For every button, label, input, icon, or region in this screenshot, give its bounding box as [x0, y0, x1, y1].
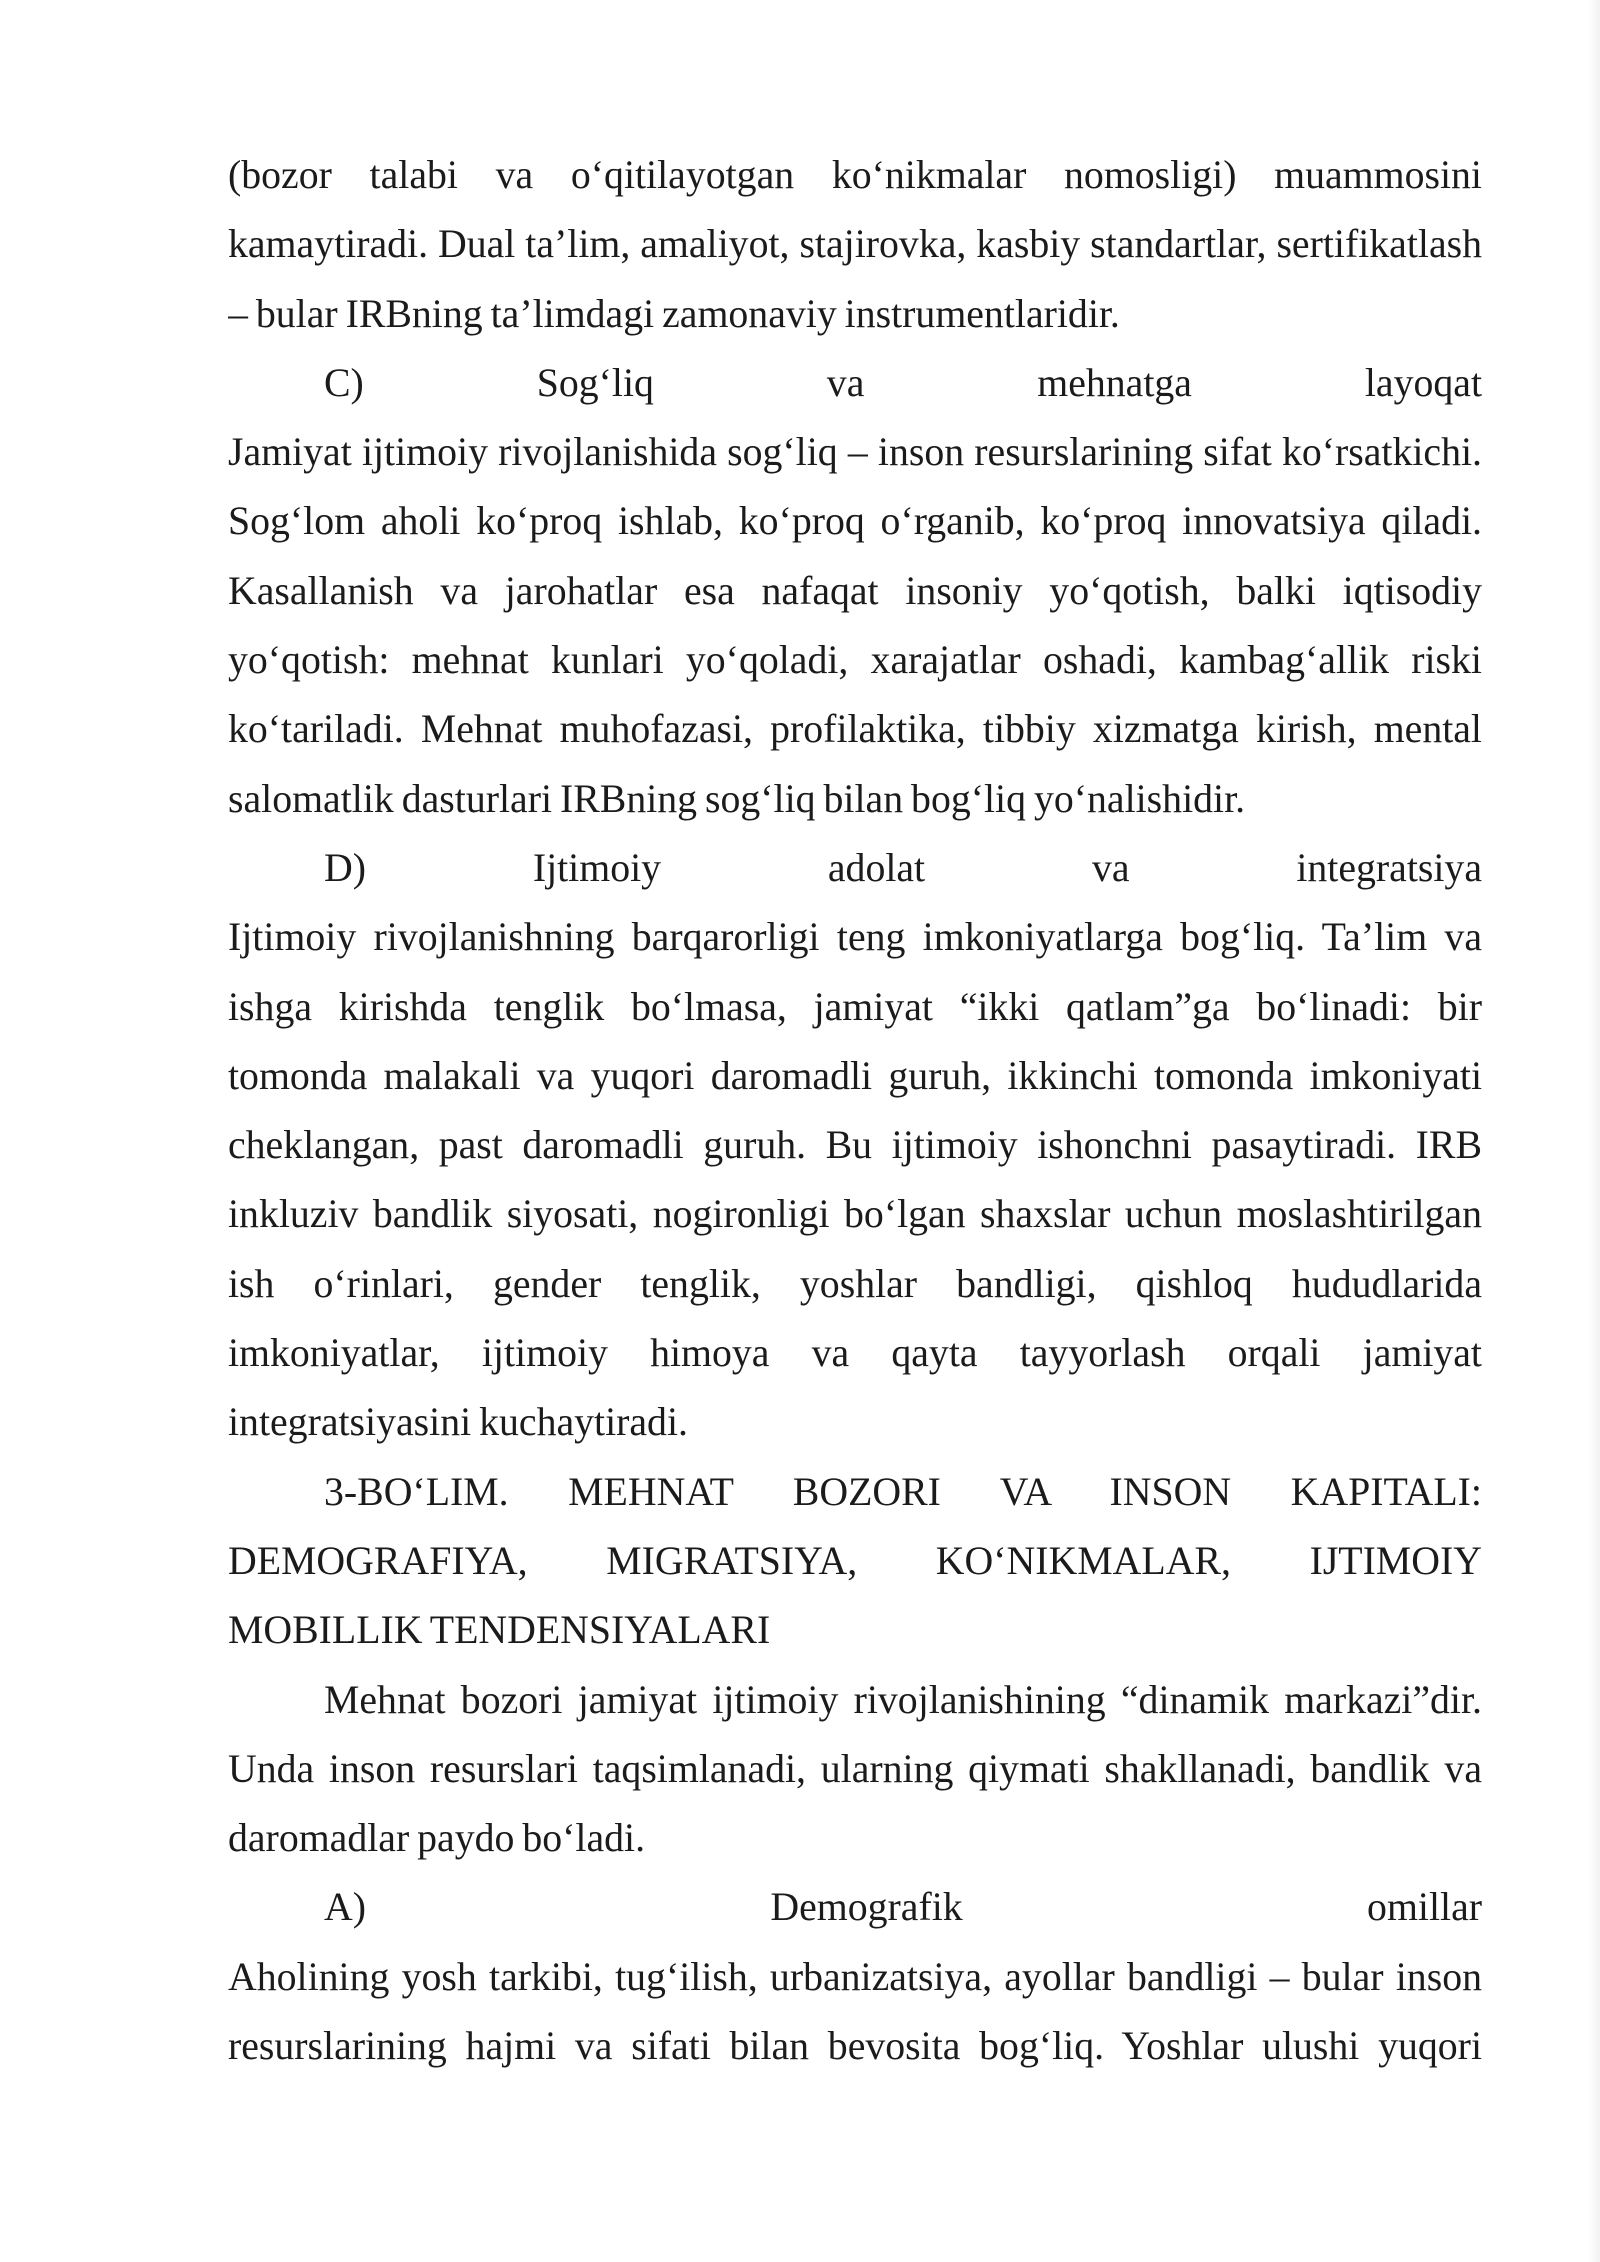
page-edge-shadow — [1588, 0, 1600, 2262]
section-heading-c: C) Sog‘liq va mehnatga layoqat — [324, 360, 1482, 405]
text-line: Jamiyat ijtimoiy rivojlanishida sog‘liq – inson resurslarining sifat ko‘rsatkichi. — [228, 430, 1482, 475]
text-line: Kasallanish va jarohatlar esa nafaqat insoniy yo‘qotish, balki iqtisodiy — [228, 568, 1482, 613]
text-line: Unda inson resurslari taqsimlanadi, ularning qiymati shakllanadi, bandlik va — [228, 1746, 1482, 1791]
chapter-title-line: MOBILLIK TENDENSIYALARI — [228, 1608, 771, 1653]
text-line: Aholining yosh tarkibi, tug‘ilish, urbanizatsiya, ayollar bandligi – bular inson — [228, 1954, 1482, 1999]
text-line: ish o‘rinlari, gender tenglik, yoshlar bandligi, qishloq hududlarida — [228, 1261, 1482, 1306]
text-line: (bozor talabi va o‘qitilayotgan ko‘nikmalar nomosligi) muammosini — [228, 153, 1482, 197]
text-line: tomonda malakali va yuqori daromadli guruh, ikkinchi tomonda imkoniyati — [228, 1053, 1482, 1098]
chapter-title-line: DEMOGRAFIYA, MIGRATSIYA, KO‘NIKMALAR, IJTIMOIY — [228, 1538, 1482, 1583]
text-line: Ijtimoiy rivojlanishning barqarorligi teng imkoniyatlarga bog‘liq. Ta’lim va — [228, 915, 1482, 960]
text-line: yo‘qotish: mehnat kunlari yo‘qoladi, xarajatlar oshadi, kambag‘allik riski — [228, 638, 1482, 683]
text-line: daromadlar paydo bo‘ladi. — [228, 1816, 646, 1861]
section-heading-d: D) Ijtimoiy adolat va integratsiya — [324, 845, 1482, 890]
text-line: Mehnat bozori jamiyat ijtimoiy rivojlanishining “dinamik markazi”dir. — [324, 1677, 1482, 1722]
text-line: integratsiyasini kuchaytiradi. — [228, 1400, 688, 1445]
text-line: imkoniyatlar, ijtimoiy himoya va qayta tayyorlash orqali jamiyat — [228, 1331, 1482, 1376]
section-heading-a: A) Demografik omillar — [324, 1885, 1482, 1930]
chapter-title-line: 3-BO‘LIM. MEHNAT BOZORI VA INSON KAPITALI: — [324, 1469, 1482, 1514]
text-line: inkluziv bandlik siyosati, nogironligi bo‘lgan shaxslar uchun moslashtirilgan — [228, 1192, 1482, 1237]
text-line: resurslarining hajmi va sifati bilan bevosita bog‘liq. Yoshlar ulushi yuqori — [228, 2024, 1482, 2069]
text-line: ishga kirishda tenglik bo‘lmasa, jamiyat “ikki qatlam”ga bo‘linadi: bir — [228, 984, 1482, 1029]
text-line: – bular IRBning ta’limdagi zamonaviy instrumentlaridir. — [228, 291, 1120, 336]
text-line: kamaytiradi. Dual ta’lim, amaliyot, stajirovka, kasbiy standartlar, sertifikatlash — [228, 222, 1482, 267]
text-line: salomatlik dasturlari IRBning sog‘liq bilan bog‘liq yo‘nalishidir. — [228, 776, 1246, 821]
text-line: Sog‘lom aholi ko‘proq ishlab, ko‘proq o‘rganib, ko‘proq innovatsiya qiladi. — [228, 499, 1482, 544]
page-text-body — [228, 141, 1482, 2081]
text-line: ko‘tariladi. Mehnat muhofazasi, profilaktika, tibbiy xizmatga kirish, mental — [228, 707, 1482, 752]
text-line: cheklangan, past daromadli guruh. Bu ijtimoiy ishonchni pasaytiradi. IRB — [228, 1123, 1482, 1168]
